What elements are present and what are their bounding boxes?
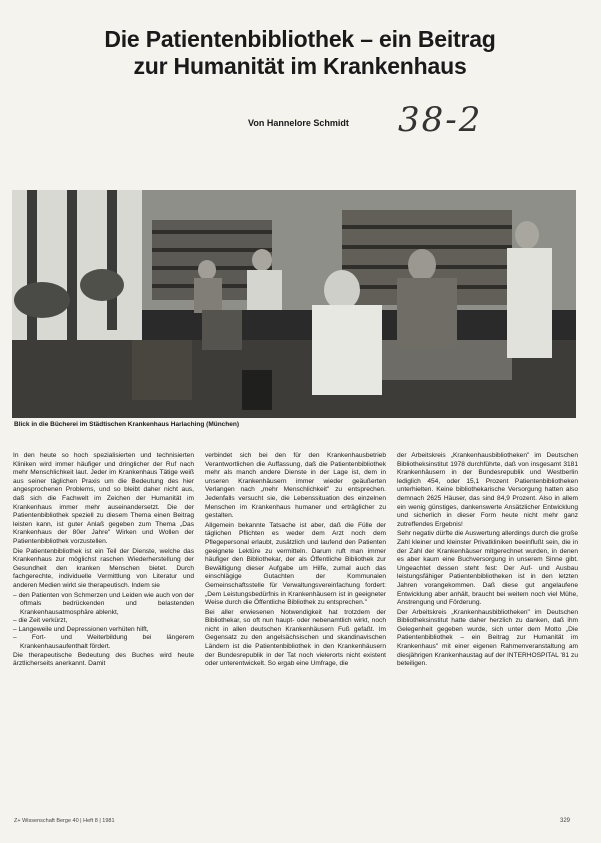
paragraph: verbindet sich bei den für den Krankenhausbetrieb Verantwortlichen die Auffassung, daß die Patientenbibliothek mehr als manch andere Dienste in der Lage ist, dem in unseren Krankenhäusern immer wieder geäußerten Verlangen nach „mehr Menschlichkeit" zu entsprechen. Jedenfalls versucht sie, die Lebenssituation des einzelnen Menschen im Krankenhaus humaner und erträglicher zu gestalten. xyxy=(205,452,386,520)
paragraph: Die Patientenbibliothek ist ein Teil der Dienste, welche das Krankenhaus zur möglichst raschen Wiederherstellung der Gesundheit den kranken Menschen bietet. Durch fachgerechte, individuelle Vermittlung von Literatur und anderen Medien wirkt sie therapeutisch. Indem sie xyxy=(13,547,194,589)
article-title xyxy=(40,26,560,80)
text-column-3 xyxy=(397,452,578,670)
list-item: – Fort- und Weiterbildung bei längerem Krankenhausaufenthalt fördert. xyxy=(20,634,194,651)
handwritten-note: 38-2 xyxy=(398,100,483,140)
paragraph: Allgemein bekannte Tatsache ist aber, daß die Fülle der täglichen Pflichten es weder dem Arzt noch dem Pflegepersonal erlaubt, zusätzlich und laufend den Patienten geeignete Lektüre zu vermitteln. Darum ruft man immer häufiger den Bibliothekar, der als Öffentliche Bibliothek zur Bewältigung dieser Aufgabe um Hilfe, zumal auch das einschlägige Gutachten der Kommunalen Gemeinschaftsstelle für Verwaltungsvereinfachung fordert: „Dem Leistungsbedürfnis in Krankenhäusern ist in geeigneter Weise durch die Öffentliche Bibliothek zu entsprechen." xyxy=(205,521,386,607)
paragraph: Die therapeutische Bedeutung des Buches wird heute ärztlicherseits anerkannt. Damit xyxy=(13,651,194,668)
paragraph: In den heute so hoch spezialisierten und technisierten Kliniken wird immer häufiger und dringlicher der Ruf nach mehr Menschlichkeit laut. Jeder im Krankenhaus Tätige weiß aus seiner täglichen Praxis um die Bedeutung des hier angesprochenen Problems, und so bleibt daher nicht aus, daß sich die Fachwelt im Zeichen der Humanität im Krankenhaus immer mehr auseinandersetzt. Die der Patientenbibliothek speziell zu diesem Thema einen Beitrag leisten kann, ist guter Anlaß gegeben zum Thema „Das Krankenhaus der 80er Jahre" Wirken und Wollen der Patientenbibliothek vorzustellen. xyxy=(13,452,194,545)
list-item: – den Patienten von Schmerzen und Leiden wie auch von der oftmals bedrückenden und belastenden Krankenhausatmosphäre ablenkt, xyxy=(20,592,194,618)
bullet-list xyxy=(13,592,194,652)
footer-source: Z+ Wissenschaft Berge 40 | Heft 8 | 1981 xyxy=(14,818,115,824)
list-item: – Langeweile und Depressionen verhüten hilft, xyxy=(20,626,194,635)
title-line-2: zur Humanität im Krankenhaus xyxy=(133,53,467,79)
text-column-1 xyxy=(13,452,194,670)
library-scene-image xyxy=(12,190,576,418)
list-item: – die Zeit verkürzt, xyxy=(20,617,194,626)
text-column-2 xyxy=(205,452,386,670)
library-photo xyxy=(12,190,576,418)
photo-caption: Blick in die Bücherei im Städtischen Krankenhaus Harlaching (München) xyxy=(14,421,240,428)
paragraph: der Arbeitskreis „Krankenhausbibliotheken" im Deutschen Bibliotheksinstitut 1978 durchführte, daß von insgesamt 3181 Krankenhäusern in der Bundesrepublik und Westberlin lediglich 454, oder 15,1 Prozent Patientenbibliotheken unterhielten. Keine bibliothekarische Versorgung hatten also demnach 2625 Häuser, das sind 84,9 Prozent. Also in allem ein wenig günstiges, dankenswerte Ansätzlicher Entwicklung und sicherlich in dieser Form heute nicht mehr ganz zutreffendes Ergebnis! xyxy=(397,452,578,528)
page-number: 329 xyxy=(560,818,571,824)
title-line-1: Die Patientenbibliothek – ein Beitrag xyxy=(104,26,496,52)
byline: Von Hannelore Schmidt xyxy=(248,118,349,128)
paragraph: Sehr negativ dürfte die Auswertung allerdings durch die große Zahl kleiner und kleinster Privatkliniken beeinflußt sein, die in der Zahl der Krankenhäuser mitgerechnet wurden, in denen es aber kaum eine Buchversorgung in unserem Sinne gibt. Ungeachtet dessen steht fest: Der Auf- und Ausbau leistungsfähiger Patientenbibliotheken ist in den letzten Jahren vorangekommen. Daß diese gut angelaufene Entwicklung aber anhält, braucht bei weitem noch viel Mühe, Anstrengung und Förderung. xyxy=(397,530,578,607)
paragraph: Der Arbeitskreis „Krankenhausbibliotheken" im Deutschen Bibliotheksinstitut hatte daher herzlich zu danken, daß ihm Gelegenheit gegeben wurde, sich unter dem Motto „Die Patientenbibliothek – ein Beitrag zur Humanität im Krankenhaus" mit einer eigenen Rahmenveranstaltung am diesjährigen Krankenhaustag auf der INTERHOSPITAL '81 zu beteiligen. xyxy=(397,608,578,668)
paragraph: Bei aller erwiesenen Notwendigkeit hat trotzdem der Bibliothekar, so oft nun haupt- oder nebenamtlich wirkt, noch nicht in allen deutschen Krankenhäusern Fuß gefaßt. Im Gegensatz zu den angelsächsischen und skandinavischen Ländern ist die Patientenbibliothek in den Krankenhäusern der Bundesrepublik in der Tat noch vielerorts nicht existent oder unterentwickelt. So ergab eine Umfrage, die xyxy=(205,608,386,668)
